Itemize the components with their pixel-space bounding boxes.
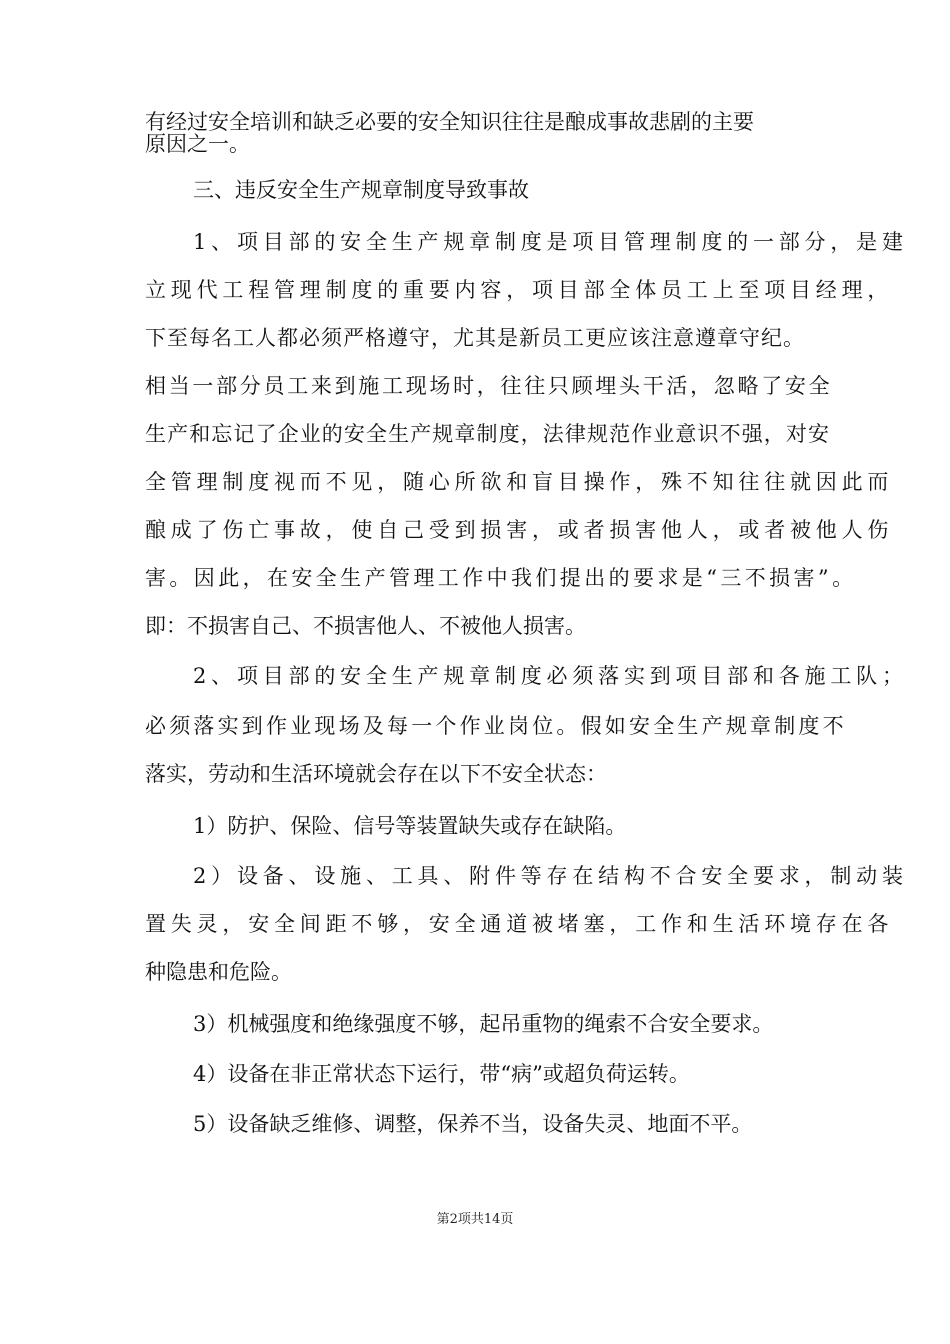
para1-line-4: 相当一部分员工来到施工现场时，往往只顾埋头干活，忽略了安全 <box>145 374 833 398</box>
para1-line-6: 全管理制度视而不见，随心所欲和盲目操作，殊不知往往就因此而 <box>145 470 894 494</box>
list-item-2-line-2: 置失灵，安全间距不够，安全通道被堵塞，工作和生活环境存在各 <box>145 912 894 936</box>
list-item-2-line-3: 种隐患和危险。 <box>145 960 292 984</box>
list-item-1: 1）防护、保险、信号等装置缺失或存在缺陷。 <box>193 814 627 838</box>
list-item-3: 3）机械强度和绝缘强度不够，起吊重物的绳索不合安全要求。 <box>193 1012 774 1036</box>
list-item-2-line-1: 2）设备、设施、工具、附件等存在结构不合安全要求，制动装 <box>193 864 908 888</box>
section-heading: 三、违反安全生产规章制度导致事故 <box>193 178 529 202</box>
para1-line-1: 1、项目部的安全生产规章制度是项目管理制度的一部分，是建 <box>193 230 908 254</box>
para2-line-2: 必须落实到作业现场及每一个作业岗位。假如安全生产规章制度不 <box>145 714 847 738</box>
para1-line-7: 酿成了伤亡事故，使自己受到损害，或者损害他人，或者被他人伤 <box>145 518 894 542</box>
para2-line-3: 落实，劳动和生活环境就会存在以下不安全状态： <box>145 762 607 786</box>
para2-line-1: 2、项目部的安全生产规章制度必须落实到项目部和各施工队； <box>193 664 908 688</box>
para1-line-8: 害。因此，在安全生产管理工作中我们提出的要求是“三不损害”。 <box>145 566 857 590</box>
intro-line-1: 有经过安全培训和缺乏必要的安全知识往往是酿成事故悲剧的主要 <box>145 110 754 134</box>
page-number-footer: 第2项共14页 <box>436 1212 514 1227</box>
para1-line-5: 生产和忘记了企业的安全生产规章制度，法律规范作业意识不强，对安 <box>145 422 831 446</box>
list-item-5: 5）设备缺乏维修、调整，保养不当，设备失灵、地面不平。 <box>193 1112 753 1136</box>
intro-line-2: 原因之一。 <box>145 132 250 156</box>
para1-line-9: 即：不损害自己、不损害他人、不被他人损害。 <box>145 614 586 638</box>
para1-line-3: 下至每名工人都必须严格遵守，尤其是新员工更应该注意遵章守纪。 <box>145 326 805 350</box>
list-item-4: 4）设备在非正常状态下运行，带“病”或超负荷运转。 <box>193 1062 690 1086</box>
para1-line-2: 立现代工程管理制度的重要内容，项目部全体员工上至项目经理， <box>145 278 894 302</box>
